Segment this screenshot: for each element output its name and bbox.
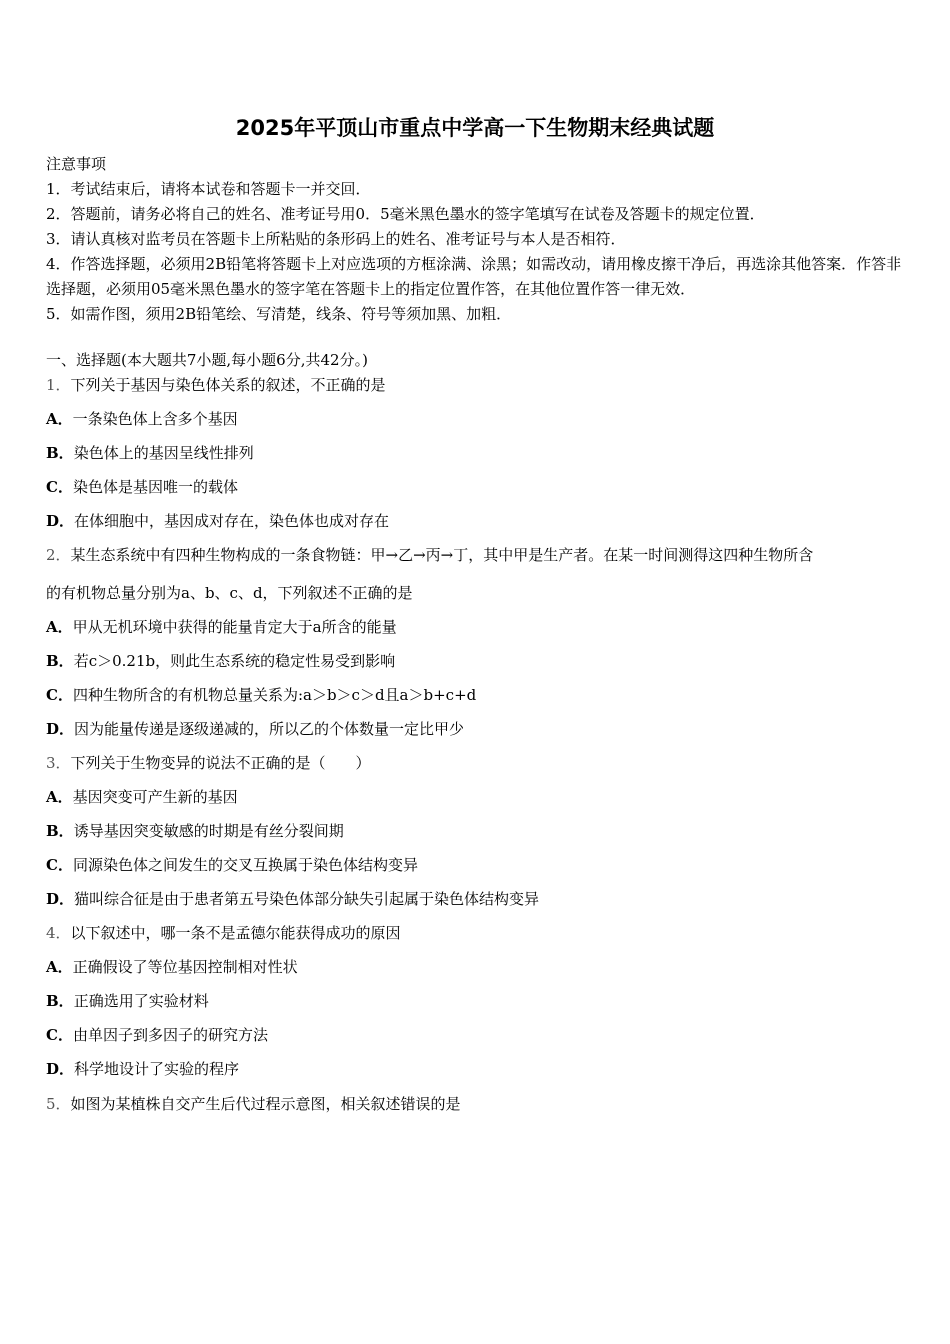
option-text: 染色体是基因唯一的载体 bbox=[72, 478, 238, 496]
option-letter: A． bbox=[46, 958, 73, 976]
question-4-option-b bbox=[46, 990, 209, 1011]
option-text: 科学地设计了实验的程序 bbox=[74, 1060, 240, 1078]
question-text: 某生态系统中有四种生物构成的一条食物链：甲→乙→丙→丁，其中甲是生产者。在某一时间测得这四种生物所含 bbox=[70, 546, 814, 564]
question-3-stem bbox=[46, 752, 371, 773]
question-1-option-a bbox=[46, 408, 238, 429]
question-5-stem bbox=[46, 1093, 461, 1114]
question-3-option-d bbox=[46, 888, 539, 909]
question-3-option-a bbox=[46, 786, 238, 807]
option-text: 染色体上的基因呈线性排列 bbox=[73, 444, 254, 462]
question-number: 4． bbox=[46, 924, 71, 942]
question-2-stem-continued: 的有机物总量分别为a、b、c、d，下列叙述不正确的是 bbox=[46, 584, 413, 602]
question-number: 2． bbox=[46, 546, 71, 564]
question-1-option-d bbox=[46, 510, 389, 531]
option-text: 正确假设了等位基因控制相对性状 bbox=[72, 958, 298, 976]
question-2-option-d bbox=[46, 718, 464, 739]
option-letter: B． bbox=[46, 652, 74, 670]
question-2-option-a bbox=[46, 616, 397, 637]
option-letter: A． bbox=[46, 618, 73, 636]
notice-block bbox=[46, 152, 906, 327]
question-number: 1． bbox=[46, 376, 71, 394]
question-1-option-b bbox=[46, 442, 254, 463]
notice-item-3: 3．请认真核对监考员在答题卡上所粘贴的条形码上的姓名、准考证号与本人是否相符． bbox=[46, 230, 626, 248]
question-2-option-b bbox=[46, 650, 395, 671]
option-letter: B． bbox=[46, 444, 74, 462]
question-text: 以下叙述中，哪一条不是孟德尔能获得成功的原因 bbox=[70, 924, 401, 942]
option-letter: C． bbox=[46, 686, 73, 704]
option-text: 由单因子到多因子的研究方法 bbox=[72, 1026, 268, 1044]
notice-item-1: 1．考试结束后，请将本试卷和答题卡一并交回． bbox=[46, 180, 371, 198]
question-number: 3． bbox=[46, 754, 71, 772]
question-text: 如图为某植株自交产生后代过程示意图，相关叙述错误的是 bbox=[70, 1095, 461, 1113]
option-text: 甲从无机环境中获得的能量肯定大于a所含的能量 bbox=[72, 618, 397, 636]
option-text: 诱导基因突变敏感的时期是有丝分裂间期 bbox=[73, 822, 344, 840]
option-letter: B． bbox=[46, 992, 74, 1010]
option-text: 正确选用了实验材料 bbox=[73, 992, 209, 1010]
question-text: 下列关于生物变异的说法不正确的是（ ） bbox=[70, 754, 371, 772]
option-letter: D． bbox=[46, 890, 75, 908]
option-text: 一条染色体上含多个基因 bbox=[72, 410, 238, 428]
question-1-option-c bbox=[46, 476, 238, 497]
option-text: 猫叫综合征是由于患者第五号染色体部分缺失引起属于染色体结构变异 bbox=[74, 890, 540, 908]
option-text: 因为能量传递是逐级递减的，所以乙的个体数量一定比甲少 bbox=[74, 720, 465, 738]
option-letter: A． bbox=[46, 788, 73, 806]
exam-title: 2025年平顶山市重点中学高一下生物期末经典试题 bbox=[235, 116, 715, 140]
option-letter: A． bbox=[46, 410, 73, 428]
question-3-option-c bbox=[46, 854, 418, 875]
section-heading: 一、选择题(本大题共7小题,每小题6分,共42分。) bbox=[46, 351, 368, 369]
question-4-option-a bbox=[46, 956, 298, 977]
question-1-stem bbox=[46, 374, 386, 395]
question-text: 下列关于基因与染色体关系的叙述，不正确的是 bbox=[70, 376, 386, 394]
notice-item-4: 4．作答选择题，必须用2B铅笔将答题卡上对应选项的方框涂满、涂黑；如需改动，请用橡皮擦干净后，再选涂其他答案．作答非选择题，必须用05毫米黑色墨水的签字笔在答题卡上的指定位置作答，在其他位置作答一律无效． bbox=[46, 255, 902, 298]
option-letter: C． bbox=[46, 1026, 73, 1044]
option-letter: D． bbox=[46, 512, 75, 530]
option-text: 四种生物所含的有机物总量关系为:a＞b＞c＞d且a＞b+c+d bbox=[72, 686, 477, 704]
option-letter: D． bbox=[46, 1060, 75, 1078]
option-text: 在体细胞中，基因成对存在，染色体也成对存在 bbox=[74, 512, 390, 530]
option-letter: D． bbox=[46, 720, 75, 738]
option-letter: C． bbox=[46, 478, 73, 496]
option-text: 同源染色体之间发生的交叉互换属于染色体结构变异 bbox=[72, 856, 418, 874]
question-number: 5． bbox=[46, 1095, 71, 1113]
question-2-option-c bbox=[46, 684, 476, 705]
question-2-stem bbox=[46, 544, 813, 565]
option-text: 基因突变可产生新的基因 bbox=[72, 788, 238, 806]
option-text: 若c＞0.21b，则此生态系统的稳定性易受到影响 bbox=[73, 652, 396, 670]
option-letter: B． bbox=[46, 822, 74, 840]
question-3-option-b bbox=[46, 820, 344, 841]
option-letter: C． bbox=[46, 856, 73, 874]
question-4-option-c bbox=[46, 1024, 268, 1045]
notice-heading: 注意事项 bbox=[46, 155, 107, 173]
question-4-option-d bbox=[46, 1058, 239, 1079]
notice-item-2: 2．答题前，请务必将自己的姓名、准考证号用0．5毫米黑色墨水的签字笔填写在试卷及答题卡的规定位置． bbox=[46, 205, 765, 223]
question-4-stem bbox=[46, 922, 401, 943]
notice-item-5: 5．如需作图，须用2B铅笔绘、写清楚，线条、符号等须加黑、加粗． bbox=[46, 305, 512, 323]
